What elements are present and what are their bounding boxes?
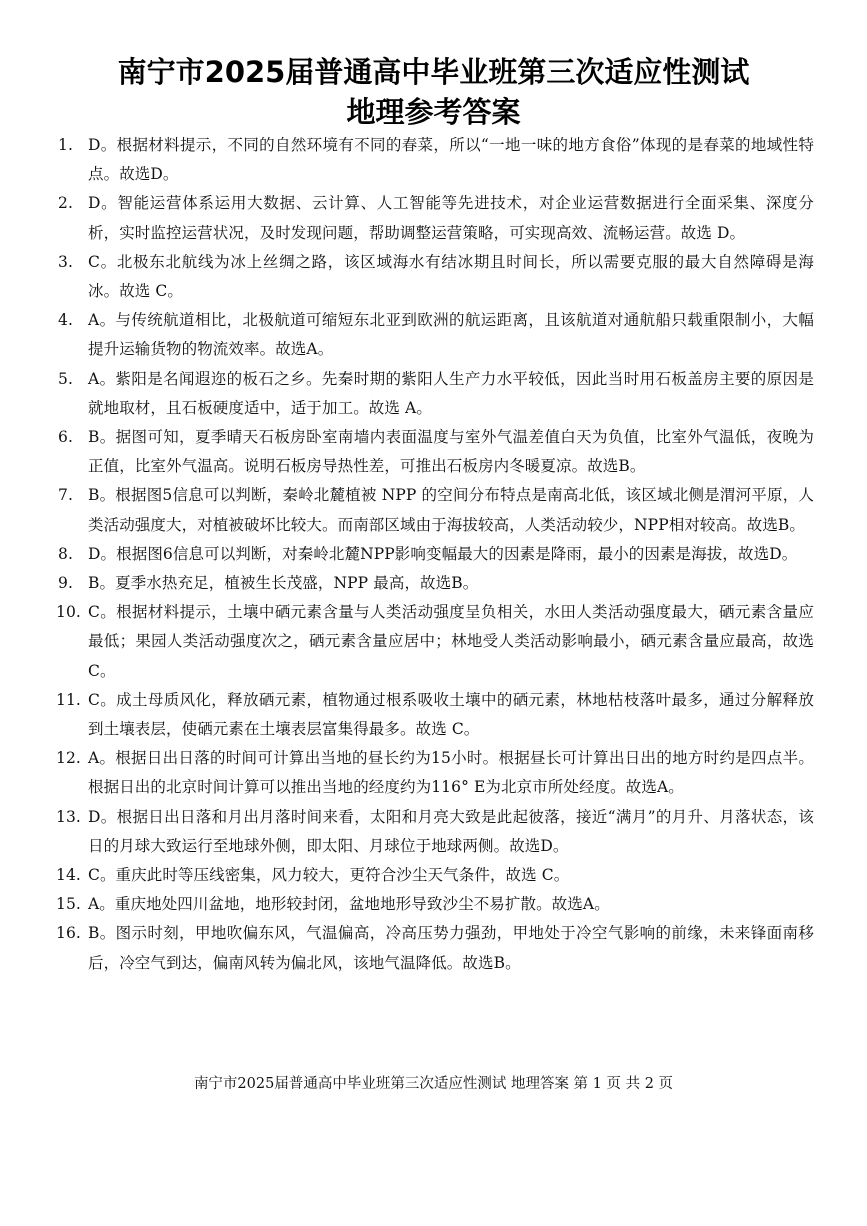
answer-item	[58, 744, 814, 802]
answer-number: 2.	[58, 194, 73, 213]
answer-item	[58, 306, 814, 364]
page-footer: 南宁市2025届普通高中毕业班第三次适应性测试 地理答案 第 1 页 共 2 页	[193, 1076, 674, 1092]
page-subtitle: 地理参考答案	[346, 95, 521, 129]
answer-list	[58, 131, 814, 978]
answer-item	[58, 423, 814, 481]
answer-item	[58, 248, 814, 306]
answer-number: 12.	[56, 749, 81, 768]
answer-text: A。与传统航道相比，北极航道可缩短东北亚到欧洲的航运距离，且该航道对通航船只载重限制小，大幅提升运输货物的物流效率。故选A。	[88, 311, 814, 359]
answer-item	[58, 131, 814, 189]
answer-item	[58, 189, 814, 247]
answer-text: C。重庆此时等压线密集，风力较大，更符合沙尘天气条件，故选 C。	[88, 866, 570, 885]
answer-item	[58, 598, 814, 686]
answer-text: D。智能运营体系运用大数据、云计算、人工智能等先进技术，对企业运营数据进行全面采集、深度分析，实时监控运营状况，及时发现问题，帮助调整运营策略，可实现高效、流畅运营。故选 D。	[88, 194, 814, 242]
answer-item	[58, 890, 814, 919]
answer-number: 14.	[56, 866, 81, 885]
answer-number: 4.	[58, 311, 73, 330]
answer-text: A。紫阳是名闻遐迩的板石之乡。先秦时期的紫阳人生产力水平较低，因此当时用石板盖房主要的原因是就地取材，且石板硬度适中，适于加工。故选 A。	[88, 369, 814, 417]
answer-text: A。重庆地处四川盆地，地形较封闭，盆地地形导致沙尘不易扩散。故选A。	[88, 895, 610, 914]
answer-text: B。图示时刻，甲地吹偏东风，气温偏高，冷高压势力强劲，甲地处于冷空气影响的前缘，未来锋面南移后，冷空气到达，偏南风转为偏北风，该地气温降低。故选B。	[88, 924, 814, 972]
answer-item	[58, 481, 814, 539]
answer-text: D。根据图6信息可以判断，对秦岭北麓NPP影响变幅最大的因素是降雨，最小的因素是海拔，故选D。	[88, 544, 798, 563]
answer-number: 9.	[58, 574, 73, 593]
answer-number: 1.	[58, 136, 73, 154]
answer-number: 13.	[56, 807, 81, 826]
answer-text: C。根据材料提示，土壤中硒元素含量与人类活动强度呈负相关，水田人类活动强度最大，硒元素含量应最低；果园人类活动强度次之，硒元素含量应居中；林地受人类活动影响最小，硒元素含量应最高，故选C。	[88, 603, 814, 680]
answer-item	[58, 919, 814, 977]
answer-item	[58, 686, 814, 744]
answer-text: B。夏季水热充足，植被生长茂盛，NPP 最高，故选B。	[88, 574, 479, 593]
answer-text: B。根据图5信息可以判断，秦岭北麓植被 NPP 的空间分布特点是南高北低，该区域北侧是渭河平原，人类活动强度大，对植被破坏比较大。而南部区域由于海拔较高，人类活动较少，NPP相对较高。故选B。	[88, 486, 814, 534]
answer-text: B。据图可知，夏季晴天石板房卧室南墙内表面温度与室外气温差值白天为负值，比室外气温低，夜晚为正值，比室外气温高。说明石板房导热性差，可推出石板房内冬暖夏凉。故选B。	[88, 428, 814, 476]
answer-item	[58, 861, 814, 890]
answer-number: 15.	[56, 895, 81, 914]
answer-item	[58, 803, 814, 861]
answer-text: C。成土母质风化，释放硒元素，植物通过根系吸收土壤中的硒元素，林地枯枝落叶最多，通过分解释放到土壤表层，使硒元素在土壤表层富集得最多。故选 C。	[88, 690, 814, 739]
answer-item	[58, 569, 814, 598]
answer-number: 3.	[58, 252, 73, 271]
answer-number: 7.	[58, 486, 73, 505]
answer-number: 10.	[56, 603, 81, 622]
answer-number: 6.	[58, 428, 73, 447]
answer-item	[58, 365, 814, 423]
answer-number: 5.	[58, 369, 73, 388]
answer-text: D。根据材料提示，不同的自然环境有不同的春菜，所以“一地一味的地方食俗”体现的是春菜的地域性特点。故选D。	[88, 136, 814, 184]
page-title: 南宁市2025届普通高中毕业班第三次适应性测试	[117, 55, 750, 89]
answer-number: 8.	[58, 544, 73, 563]
answer-text: D。根据日出日落和月出月落时间来看，太阳和月亮大致是此起彼落，接近“满月”的月升、月落状态，该日的月球大致运行至地球外侧，即太阳、月球位于地球两侧。故选D。	[88, 807, 814, 855]
answer-number: 11.	[56, 690, 81, 709]
answer-text: A。根据日出日落的时间可计算出当地的昼长约为15小时。根据昼长可计算出日出的地方时约是四点半。根据日出的北京时间计算可以推出当地的经度约为116° E为北京市所处经度。故选A。	[88, 749, 814, 797]
answer-text: C。北极东北航线为冰上丝绸之路，该区域海水有结冰期且时间长，所以需要克服的最大自然障碍是海冰。故选 C。	[88, 252, 814, 301]
answer-item	[58, 540, 814, 569]
answer-number: 16.	[56, 924, 81, 943]
